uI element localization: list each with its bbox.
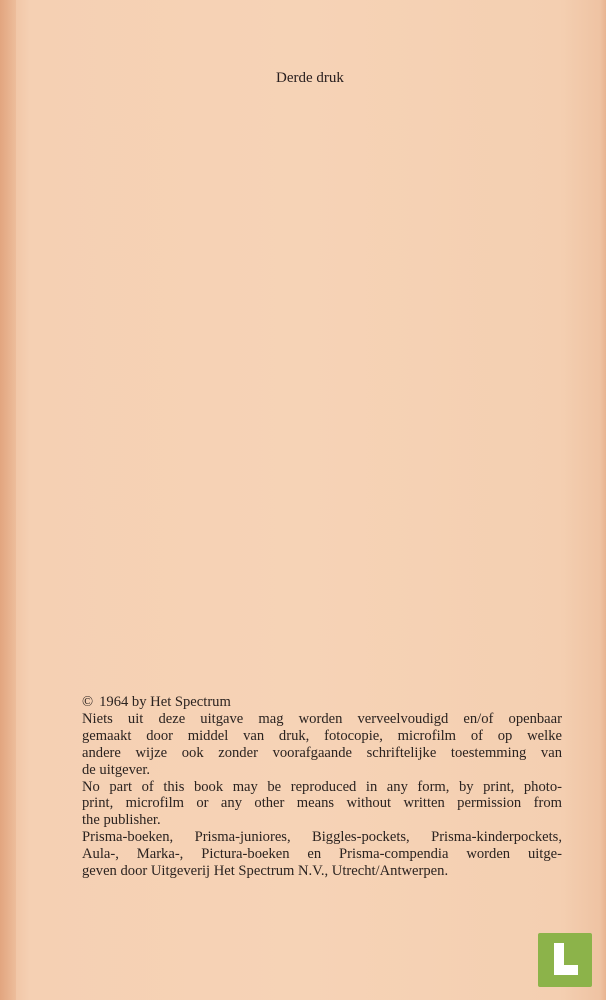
edition-label: Derde druk: [276, 70, 344, 86]
corner-logo-icon: [538, 933, 592, 987]
copyright-line: [82, 694, 562, 711]
colophon-line: geven door Uitgeverij Het Spectrum N.V., Utrecht/Antwerpen.: [82, 863, 449, 880]
colophon-line: andere wijze ook zonder voorafgaande schriftelijke toestemming van: [82, 744, 562, 761]
colophon-line: de uitgever.: [82, 761, 151, 778]
colophon-line: gemaakt door middel van druk, fotocopie, microfilm of op welke: [82, 727, 562, 744]
colophon-line: the publisher.: [82, 812, 161, 829]
colophon-line: No part of this book may be reproduced in any form, by print, photo-: [82, 778, 562, 795]
colophon-line: Niets uit deze uitgave mag worden verveelvoudigd en/of openbaar: [82, 710, 562, 727]
page-edge: [0, 0, 16, 1000]
copyright-symbol: ©: [82, 694, 94, 710]
colophon: [82, 694, 562, 880]
colophon-line: Aula-, Marka-, Pictura-boeken en Prisma-compendia worden uitge-: [82, 846, 562, 863]
colophon-line: print, microfilm or any other means without written permission from: [82, 795, 562, 812]
colophon-line: Prisma-boeken, Prisma-juniores, Biggles-pockets, Prisma-kinderpockets,: [82, 829, 562, 846]
copyright-text: 1964 by Het Spectrum: [99, 694, 231, 710]
